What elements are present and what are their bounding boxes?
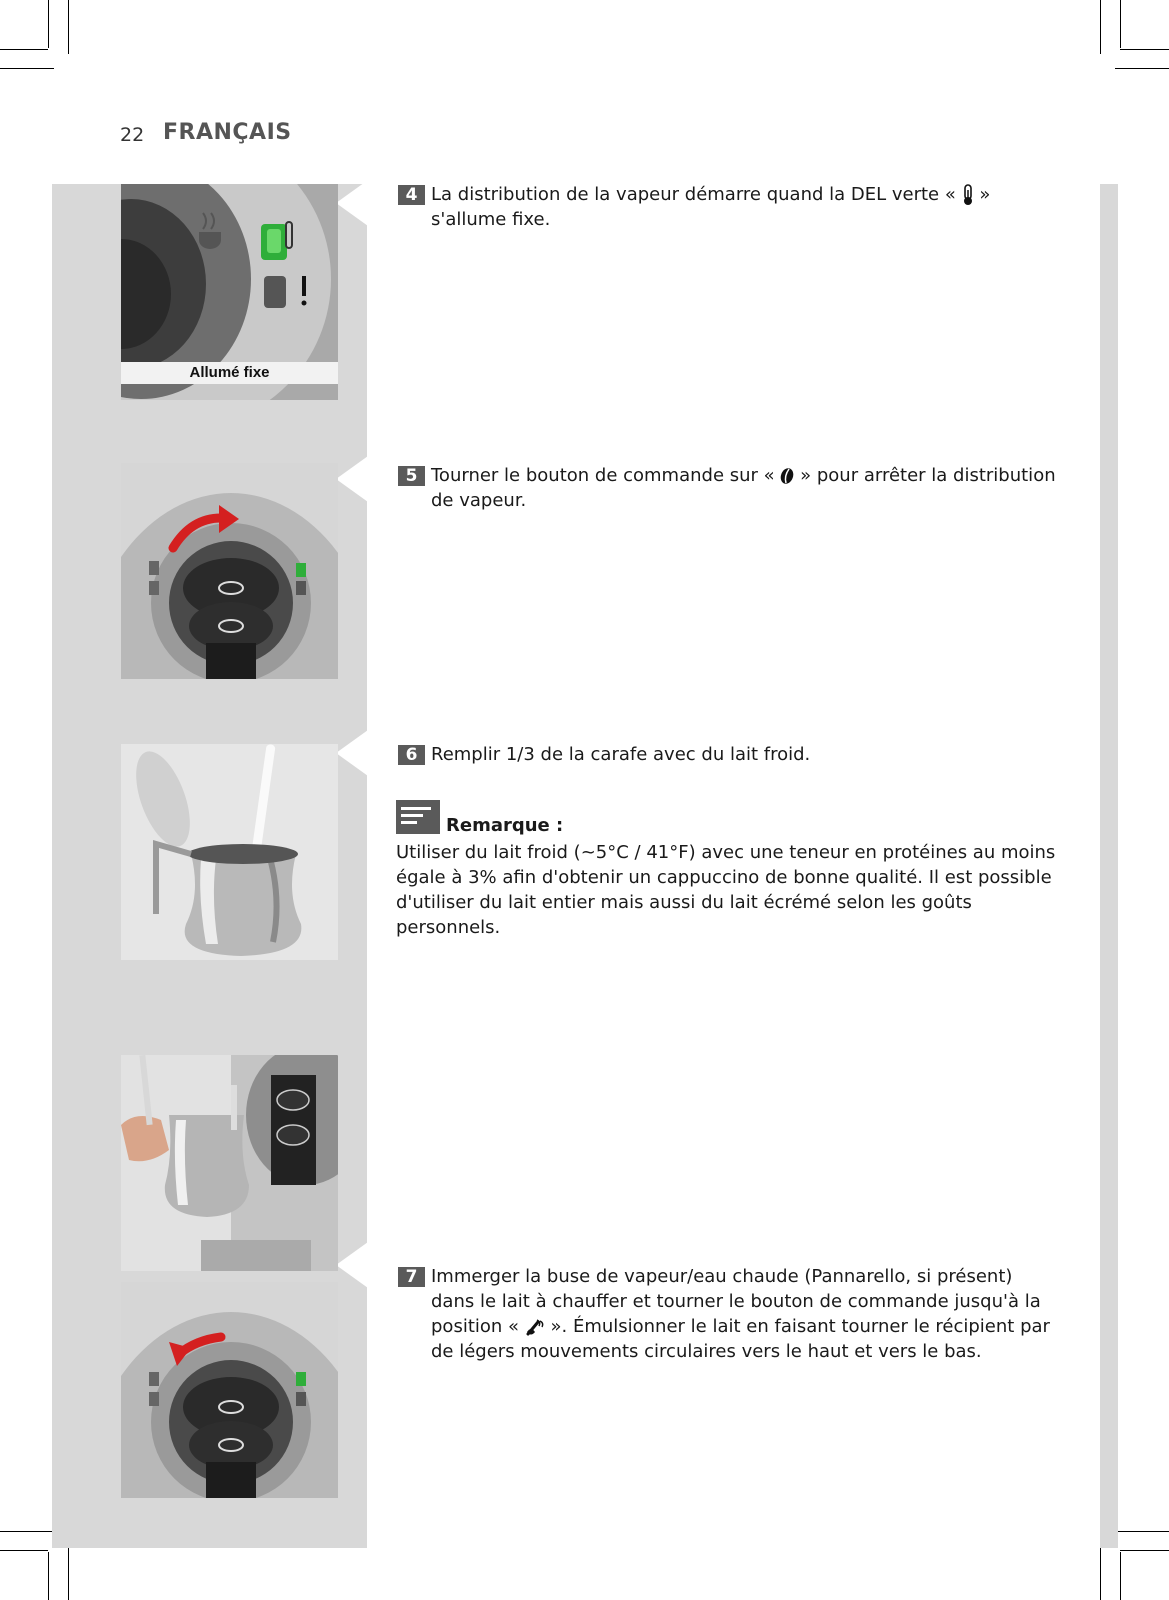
step-text: Remplir 1/3 de la carafe avec du lait froid. <box>431 744 811 765</box>
step-number: 6 <box>398 745 425 765</box>
photo-immersing-jug <box>121 1055 338 1271</box>
crop-mark <box>0 1550 48 1551</box>
step-number: 7 <box>398 1267 425 1287</box>
crop-mark <box>1120 1550 1169 1551</box>
page-number: 22 <box>120 124 145 146</box>
step-7 <box>398 1264 1058 1364</box>
step-text-part: La distribution de la vapeur démarre quand la DEL verte « <box>431 184 962 205</box>
step-6 <box>398 742 1058 767</box>
photo-caption: Allumé fixe <box>121 362 338 384</box>
crop-mark <box>0 1531 54 1532</box>
step-5 <box>398 463 1058 513</box>
note-title: Remarque : <box>446 815 564 836</box>
crop-mark <box>1100 1546 1101 1600</box>
crop-mark <box>1120 0 1121 48</box>
crop-mark <box>1120 1552 1121 1600</box>
step-text <box>431 463 1058 513</box>
photo-knob-to-steam <box>121 1282 338 1498</box>
page-title: FRANÇAIS <box>163 120 292 145</box>
crop-mark <box>1115 1531 1169 1532</box>
crop-mark <box>68 1546 69 1600</box>
note-icon <box>396 800 440 834</box>
crop-mark <box>0 68 54 69</box>
pointer-notch <box>336 180 368 226</box>
step-text-part: » s'allume fixe. <box>431 184 991 230</box>
pointer-notch <box>336 456 368 502</box>
pointer-notch <box>336 730 368 776</box>
thermometer-icon <box>962 184 974 206</box>
step-text <box>431 1264 1058 1364</box>
step-number: 4 <box>398 185 425 205</box>
crop-mark <box>1115 68 1169 69</box>
photo-led-panel <box>121 184 338 400</box>
step-number: 5 <box>398 466 425 486</box>
pointer-notch <box>336 1242 368 1288</box>
right-edge-band <box>1100 184 1118 1548</box>
step-text <box>431 182 1058 232</box>
step-text-part: Immerger la buse de vapeur/eau chaude (Pannarello, si présent) dans le lait à chauffer et tourner le bouton de commande jusqu'à la position « <box>431 1266 1041 1337</box>
crop-mark <box>1100 0 1101 54</box>
step-text-part: Tourner le bouton de commande sur « <box>431 465 781 486</box>
crop-mark <box>68 0 69 54</box>
steam-wand-icon <box>525 1318 545 1336</box>
crop-mark <box>48 1552 49 1600</box>
coffee-bean-icon <box>780 467 794 485</box>
crop-mark <box>48 0 49 48</box>
photo-milk-jug <box>121 744 338 960</box>
photo-knob-to-bean <box>121 463 338 679</box>
crop-mark <box>1120 49 1169 50</box>
step-text-part: ». Émulsionner le lait en faisant tourner le récipient par de légers mouvements circulaires vers le haut et vers le bas. <box>431 1316 1050 1362</box>
step-4 <box>398 182 1058 232</box>
step-text-part: » pour arrêter la distribution de vapeur. <box>431 465 1056 511</box>
note-body: Utiliser du lait froid (~5°C / 41°F) avec une teneur en protéines au moins égale à 3% afin d'obtenir un cappuccino de bonne qualité. Il est possible d'utiliser du lait entier mais aussi du lait écrémé selon les goûts personnels. <box>396 842 1056 938</box>
crop-mark <box>0 49 48 50</box>
